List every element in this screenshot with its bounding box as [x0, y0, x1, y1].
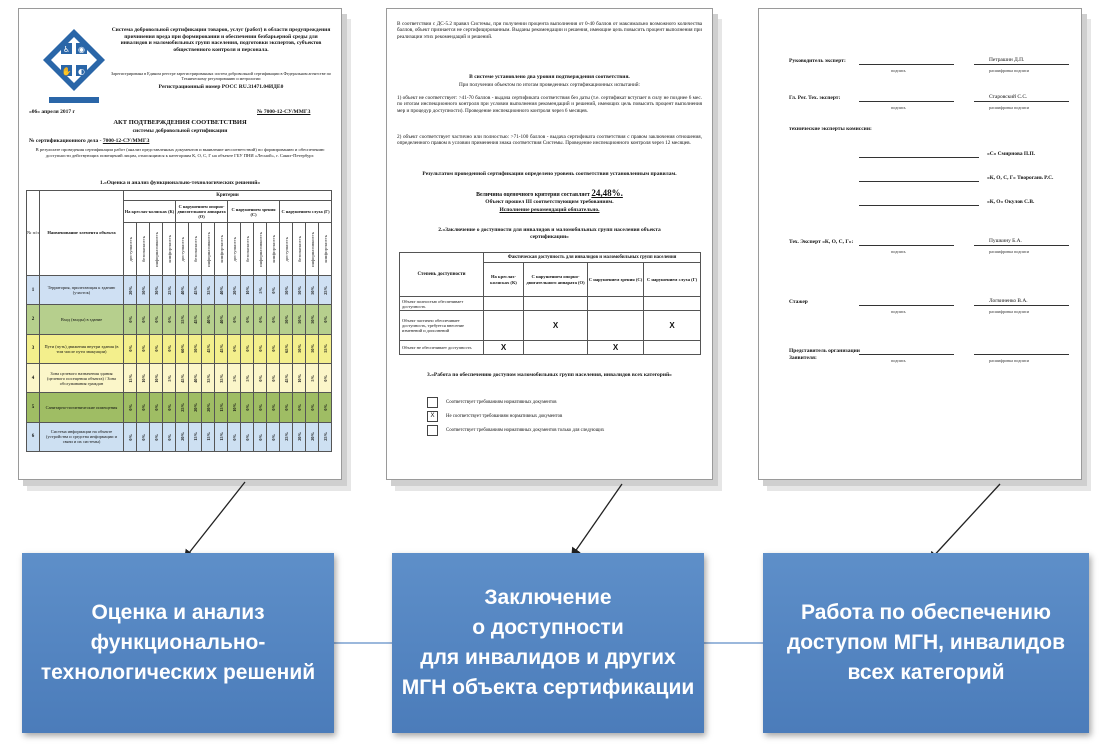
cell-value-text: 0% [140, 316, 146, 323]
org-title: Система добровольной сертификации товаров, услуг (работ) в области предупреждения причинения вреда при формировании и обеспечении безбарьерной среды для инвалидов и маломобильных групп населения, подготовки экспертов, субъектов общественного контроля и персонала. [111, 27, 331, 53]
cell-value-text: 45% [192, 285, 198, 295]
name-caption: расшифровка подписи [989, 358, 1029, 363]
cell-value-text: 20% [127, 285, 133, 295]
cell-value-text: 20% [296, 432, 302, 442]
criteria-subheader-label: комфортность [166, 235, 172, 263]
cell-value-text: 40% [179, 285, 185, 295]
cell-value-text: 10% [140, 373, 146, 383]
criteria-group-header: На креслах-колясках (К) [124, 201, 176, 223]
signer-name: Пушкину Б.А. [989, 238, 1022, 244]
arrow-to-box-2 [572, 484, 622, 556]
section2-title: 2.«Заключение о доступности для инвалидов и маломобильных групп населения объекта сертификации» [438, 227, 661, 240]
criteria-subheader-label: доступность [127, 236, 133, 262]
cell-value-text: 25% [322, 432, 328, 442]
criteria-subheader-label: безопасность [192, 236, 198, 263]
row-number: 6 [27, 422, 40, 451]
cell-value-text: 35% [205, 285, 211, 295]
cell-value-text: 20% [231, 285, 237, 295]
degree-label: Объект частично обеспечивает доступность, требуется внесение изменений и дополнений [400, 311, 484, 341]
act-intro: В результате проведения сертификации работ (анализ представленных документов и выявление несоответствий) по формированию и обеспечению доступности действующих помещений лицам, относящимся к категориям К, О, С, Г на объекте ГБУ ПНИ «Лесной», г. Санкт-Петербург. [35, 147, 325, 158]
cell-value-text: 15% [127, 373, 133, 383]
cell-value-text: 0% [244, 345, 250, 353]
cell-value-text: 0% [166, 433, 172, 441]
signer-role: Представитель организации Заявителя: [789, 348, 860, 361]
cert-case-value: 7000-12-СУ/ММГЗ [102, 138, 150, 144]
cell-value-text: 45% [205, 344, 211, 354]
reg-number: Регистрационный номер РОСС RU.З1471.04ИДЕ0 [158, 84, 284, 90]
arrow-to-box-3 [930, 484, 1000, 560]
cell-value-text: 0% [127, 345, 133, 353]
cell-value-text: 0% [244, 404, 250, 411]
signature-caption: подпись [891, 309, 906, 314]
act-subtitle: системы добровольной сертификации [132, 128, 228, 134]
criteria-subheader-label: безопасность [244, 236, 250, 263]
cell-value-text: 0% [127, 316, 133, 323]
cell-value-text: 0% [270, 345, 276, 353]
section1-title: 1.«Оценка и анализ функционально-технологических решений» [99, 180, 261, 186]
cell-value-text: 20% [205, 403, 211, 412]
signer-role: Стажер [789, 299, 808, 305]
cell-value-text: 25% [166, 285, 172, 295]
act-number: № 7000-12-СУ/ММГЗ [257, 109, 311, 115]
cell-value-text: 30% [153, 285, 159, 295]
cell-value-text: 5% [166, 374, 172, 382]
cell-value-text: 20% [309, 432, 315, 442]
cell-value-text: 20% [179, 432, 185, 442]
cell-value-text: 0% [257, 316, 263, 323]
box-line: функционально- [90, 631, 266, 654]
cell-value-text: 0% [153, 316, 159, 323]
cell-value-text: 40% [192, 373, 198, 383]
cell-value-text: 0% [322, 404, 328, 411]
cell-value-text: 0% [244, 316, 250, 323]
score-value: 24,48%. [591, 188, 623, 198]
name-caption: расшифровка подписи [989, 249, 1029, 254]
row-name: Территория, прилегающая к зданию (участок) [40, 275, 124, 304]
cell-value-text: 50% [296, 315, 302, 324]
cell-value-text: 50% [296, 344, 302, 354]
org-registry: Зарегистрирована в Едином реестре зарегистрированных систем добровольной сертификации в Федеральном агентстве по Техническому регулированию и метрологии [111, 71, 331, 81]
criteria-header: Критерии [124, 191, 332, 201]
cell-value-text: 10% [244, 285, 250, 295]
cell-value-text: 50% [192, 344, 198, 354]
row-number: 4 [27, 363, 40, 392]
cell-value-text: 0% [244, 433, 250, 441]
signer-name: Петрашин Д.П. [989, 57, 1025, 63]
cell-value-text: 0% [140, 433, 146, 441]
cell-value-text: 45% [283, 373, 289, 383]
recommendation-note: Исполнение рекомендаций обязательно. [499, 207, 600, 213]
cell-value-text: 40% [205, 315, 211, 324]
cell-value-text: 55% [179, 315, 185, 324]
actual-access-header: Фактическая доступность для инвалидов и маломобильных групп населения [484, 253, 701, 263]
cell-value-text: 0% [270, 374, 276, 382]
cell-value-text: 0% [322, 316, 328, 323]
signature-caption: подпись [891, 249, 906, 254]
cell-value-text: 5% [244, 374, 250, 382]
signer-name: Логвиненко В.А. [989, 298, 1028, 304]
score-label: Величина оценочного критерия составляет [476, 192, 590, 198]
act-title: АКТ ПОДТВЕРЖДЕНИЯ СООТВЕТСТВИЯ [113, 119, 247, 126]
cell-value-text: 35% [205, 373, 211, 383]
row-number: 1 [27, 275, 40, 304]
level-one-paragraph: 1) объект не соответствует: >41-70 баллов - выдача сертификата соответствия без даты (т.е. сертификат вступает в силу не позднее 6 мес. по итогам инспекционного контроля при условии выполнения рекомендаций и решений, имеющих цель повысить процент выполнения мер и процедур доступности). Проведение инспекционного контроля через 6 месяцев. [397, 95, 702, 114]
svg-text:◉: ◉ [78, 45, 85, 54]
cell-value-text: 0% [257, 404, 263, 411]
box-line: доступом МГН, инвалидов [786, 631, 1066, 654]
act-date: «06» апреля 2017 г [29, 109, 76, 115]
cell-value-text: 15% [192, 432, 198, 442]
cell-value-text: 50% [283, 315, 289, 324]
cell-value-text: 50% [309, 315, 315, 324]
col-number-header: № п/п [27, 191, 40, 276]
criteria-subheader-label: безопасность [296, 236, 302, 263]
criteria-subheader-label: информативность [309, 231, 315, 267]
criteria-group-header: С нарушением зрения (С) [228, 201, 280, 223]
checklist-label: Соответствует требованиям нормативных документов только для следующих [446, 427, 605, 433]
row-name: Система информации на объекте (устройства и средства информации и связи и их системы) [40, 422, 124, 451]
criteria-subheader-label: информативность [205, 231, 211, 267]
box-line: о доступности [472, 616, 624, 639]
cell-value-text: 50% [140, 285, 146, 295]
col-name-header: Наименование элемента объекта [40, 191, 124, 276]
cell-value-text: 0% [231, 433, 237, 441]
signer-role: Гл. Рег. Тех. эксперт: [789, 95, 841, 101]
cell-value-text: 0% [231, 345, 237, 353]
box-line: всех категорий [847, 661, 1005, 684]
cell-value-text: 25% [179, 403, 185, 412]
criteria-subheader-label: доступность [179, 236, 185, 262]
criteria-subheader-label: информативность [153, 231, 159, 267]
cell-value-text: 25% [283, 432, 289, 442]
cell-value-text: 55% [322, 344, 328, 354]
access-col-header: С нарушением зрения (С) [588, 263, 644, 297]
cell-value-text: 0% [322, 374, 328, 382]
cell-value-text: 40% [218, 315, 224, 324]
row-name: Вход (входы) в здание [40, 305, 124, 334]
criteria-group-header: С нарушением слуха (Г) [280, 201, 332, 223]
cell-value-text: 50% [296, 285, 302, 295]
cell-value-text: 10% [231, 403, 237, 412]
cell-value-text: 20% [192, 403, 198, 412]
result-status: Объект прошел III соответствующим требованиям. [485, 199, 614, 205]
degree-header: Степень доступности [400, 253, 484, 297]
access-col-header: С нарушением слуха (Г) [644, 263, 701, 297]
access-mark: X [644, 311, 701, 341]
svg-text:◐: ◐ [78, 67, 85, 76]
checkbox[interactable]: X [427, 411, 438, 422]
cell-value-text: 15% [218, 432, 224, 442]
cell-value-text: 0% [309, 404, 315, 411]
checklist-label: Соответствует требованиям нормативных документов [446, 399, 557, 405]
criteria-subheader-label: безопасность [140, 236, 146, 263]
svg-text:♿: ♿ [62, 45, 71, 54]
cell-value-text: 65% [283, 344, 289, 354]
cell-value-text: 10% [153, 373, 159, 383]
box-line: Оценка и анализ [91, 601, 265, 624]
expert-name: «С» Смирнова П.П. [987, 151, 1036, 157]
result-title: Результатом проведенной сертификации определено уровень соответствия установленным правилам. [422, 171, 677, 177]
cell-value-text: 0% [153, 433, 159, 441]
access-mark: X [484, 341, 524, 355]
cell-value-text: 0% [270, 286, 276, 294]
cell-value-text: 60% [179, 344, 185, 354]
cell-value-text: 0% [270, 404, 276, 411]
cell-value-text: 45% [179, 373, 185, 383]
level-two-paragraph: 2) объект соответствует частично или полностью: >71-100 баллов - выдача сертификата соответствия с правом заключения отношения, определенного правом в условии применения знака соответствия Системы. Проведение инспекционного контроля через 12 месяцев. [397, 134, 702, 147]
tech-experts-label: технические эксперты комиссии: [789, 126, 872, 132]
cell-value-text: 0% [166, 316, 172, 323]
box-access-work [763, 553, 1089, 733]
box-line: Работа по обеспечению [801, 601, 1051, 624]
name-caption: расшифровка подписи [989, 309, 1029, 314]
criteria-subheader-label: доступность [283, 236, 289, 262]
cell-value-text: 0% [270, 316, 276, 323]
levels-subheading: При получении объектом по итогам проведенных сертификационных испытаний: [459, 82, 640, 88]
section3-title: 3.«Работа по обеспечению доступом маломобильных групп населения, инвалидов всех категорий» [427, 372, 672, 378]
signer-role: Руководитель эксперт: [789, 58, 846, 64]
cell-value-text: 0% [231, 316, 237, 323]
row-number: 2 [27, 305, 40, 334]
svg-text:✋: ✋ [61, 67, 72, 76]
degree-label: Объект не обеспечивает доступность [400, 341, 484, 355]
cell-value-text: 0% [166, 345, 172, 353]
cell-value-text: 0% [257, 345, 263, 353]
box-line: технологических решений [40, 661, 316, 684]
cell-value-text: 40% [218, 285, 224, 295]
criteria-subheader-label: комфортность [218, 235, 224, 263]
cell-value-text: 35% [218, 373, 224, 383]
row-name: Санитарно-гигиенические помещения [40, 393, 124, 422]
cell-value-text: 0% [166, 404, 172, 411]
cell-value-text: 0% [127, 433, 133, 441]
cell-value-text: 10% [296, 373, 302, 383]
cell-value-text: 5% [257, 286, 263, 294]
cell-value-text: 0% [153, 345, 159, 353]
access-col-header: С нарушением опорно-двигательного аппарата (О) [524, 263, 588, 297]
expert-name: «К, О, С, Г» Творогань Р.С. [987, 175, 1054, 181]
box-line: Заключение [484, 586, 612, 609]
row-number: 3 [27, 334, 40, 363]
cell-value-text: 50% [309, 344, 315, 354]
cell-value-text: 0% [140, 404, 146, 411]
name-caption: расшифровка подписи [989, 105, 1029, 110]
criteria-subheader-label: комфортность [322, 235, 328, 263]
signature-caption: подпись [891, 105, 906, 110]
criteria-subheader-label: информативность [257, 231, 263, 267]
cell-value-text: 50% [283, 285, 289, 295]
box-line: МГН объекта сертификации [401, 676, 695, 699]
cell-value-text: 5% [309, 374, 315, 382]
signer-role: Тех. Эксперт «К, О, С, Г»: [789, 239, 854, 245]
cell-value-text: 15% [205, 432, 211, 442]
cell-value-text: 0% [270, 433, 276, 441]
box-assessment [22, 553, 334, 733]
access-col-header: На креслах-колясках (К) [484, 263, 524, 297]
access-mark: X [588, 341, 644, 355]
signature-caption: подпись [891, 358, 906, 363]
criteria-subheader-label: комфортность [270, 235, 276, 263]
criteria-subheader-label: доступность [231, 236, 237, 262]
cell-value-text: 25% [322, 285, 328, 295]
signer-name: Старовский С.С. [989, 94, 1028, 100]
cell-value-text: 15% [218, 403, 224, 412]
arrow-to-box-1 [185, 482, 245, 558]
cell-value-text: 0% [127, 404, 133, 411]
cell-value-text: 45% [192, 315, 198, 324]
access-mark: X [524, 311, 588, 341]
box-conclusion [392, 553, 704, 733]
cell-value-text: 0% [257, 374, 263, 382]
row-name: Пути (путь) движения внутри здания (в том числе пути эвакуации) [40, 334, 124, 363]
checklist-label: Не соответствует требованиям нормативных документов [446, 413, 563, 419]
name-caption: расшифровка подписи [989, 68, 1029, 73]
cell-value-text: 0% [140, 345, 146, 353]
cell-value-text: 0% [296, 404, 302, 411]
cell-value-text: 45% [218, 344, 224, 354]
row-name: Зона целевого назначения здания (целевого посещения объекта) / Зона обслуживания граждан [40, 363, 124, 392]
cert-case-label: № сертификационного дела - [29, 138, 102, 144]
cell-value-text: 0% [153, 404, 159, 411]
row-number: 5 [27, 393, 40, 422]
criteria-group-header: С нарушением опорно-двигательного аппарата (О) [176, 201, 228, 223]
expert-name: «К, О» Окулов С.В. [987, 199, 1035, 205]
degree-label: Объект полностью обеспечивает доступность [400, 297, 484, 311]
signature-caption: подпись [891, 68, 906, 73]
cell-value-text: 0% [257, 433, 263, 441]
cell-value-text: 5% [231, 374, 237, 382]
box-line: для инвалидов и других [420, 646, 676, 669]
rules-paragraph: В соответствии с ДС-5.2 правил Системы, при получении процента выполнения от 0-40 баллов от максимально возможного количества баллов, объект признается не сертифицированным. Выданы рекомендации и решения, имеющие цель повысить процент выполнения при реализации этих рекомендаций и решений. [397, 21, 702, 40]
cell-value-text: 0% [283, 404, 289, 411]
levels-heading: В системе установлено два уровня подтверждения соответствия. [469, 74, 630, 80]
cell-value-text: 50% [309, 285, 315, 295]
